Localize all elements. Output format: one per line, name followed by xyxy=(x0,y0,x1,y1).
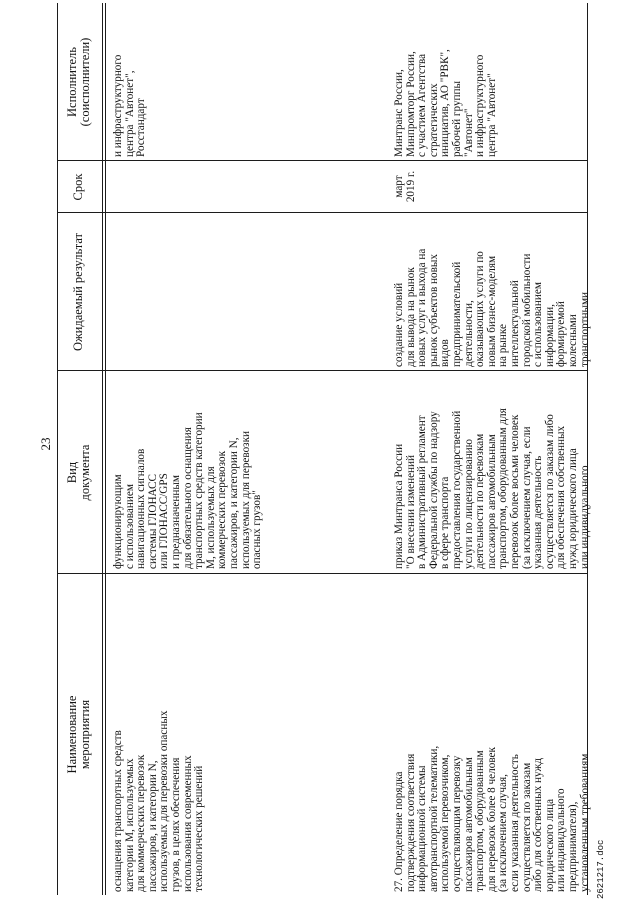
row-2-executor: Минтранс России, Минпромторг России, с участием Агентства стратегических инициатив, АО "РВК", рабочей группы "Автонет" и инфраструктурного центра "Автонет" xyxy=(393,49,498,157)
row-2-measure: 27. Определение порядка подтверждения соответствия информационной системы автотранспортной телематики, используемой перевозчиком, осуществляющим перевозку пассажиров автомобильным транспортом, оборудованным для перевозок более 8 человек (за исключением случая, если указанная деятельность осуществляется по заказам либо для собственных нужд юридического лица или индивидуального предпринимателя), установленным требованиям xyxy=(393,745,591,892)
row-2-deadline: март 2019 г. xyxy=(393,170,417,203)
table-rule-top xyxy=(57,3,58,895)
file-footer: 2621217.doc xyxy=(596,839,606,899)
table-rule-header-double-1 xyxy=(102,3,103,895)
header-executor: Исполнитель (соисполнители) xyxy=(65,37,92,127)
column-separator-4 xyxy=(57,160,588,161)
table-rule-header-double-2 xyxy=(105,3,106,895)
row-2-document: приказ Минтранса России "О внесении изменений в Административный регламент Федеральной службы по надзору в сфере транспорта предоставления государственной услуги по лицензированию деятельности по перевозкам пассажиров автомобильным транспортом, оборудованным для перевозок более восьми человек (за исключением случая, если указанная деятельность осуществляется по заказам либо для обеспечения собственных нужд юридического лица или индивидуального xyxy=(393,408,591,569)
row-1-executor: и инфраструктурного центра "Автонет", Росстандарт xyxy=(112,54,148,157)
row-1-document: функционирующим с использованием навигационных сигналов системы ГЛОНАСС или ГЛОНАСС/GPS и предназначенным для обязательного оснащения транспортных средств категории М, используемых для коммерческих перевозок пассажиров, и категории N, используемых для перевозки опасных грузов" xyxy=(112,412,264,569)
header-result: Ожидаемый результат xyxy=(71,232,85,352)
row-1-result xyxy=(113,215,133,367)
column-separator-2 xyxy=(57,370,588,371)
header-measure: Наименование мероприятия xyxy=(65,695,92,774)
column-separator-1 xyxy=(57,573,588,574)
row-1-measure: оснащения транспортных средств категории М, используемых для коммерческих перевозок пассажиров, и категории N, используемых для перевозки опасных грузов, в целях обеспечения использования современных технологических решений xyxy=(112,710,206,892)
header-deadline: Срок xyxy=(71,173,85,201)
column-separator-3 xyxy=(57,212,588,213)
row-2-result: создание условий для вывода на рынок новых услуг и выхода на рынок субъектов новых видов предпринимательской деятельности, оказывающих услуги по новым бизнес-моделям на рынке интеллектуальной городской мобильности с использованием информации, формируемой колесными транспортными xyxy=(393,248,591,367)
row-1-deadline xyxy=(113,163,133,210)
header-document: Вид документа xyxy=(65,444,92,501)
page-number: 23 xyxy=(38,437,53,451)
